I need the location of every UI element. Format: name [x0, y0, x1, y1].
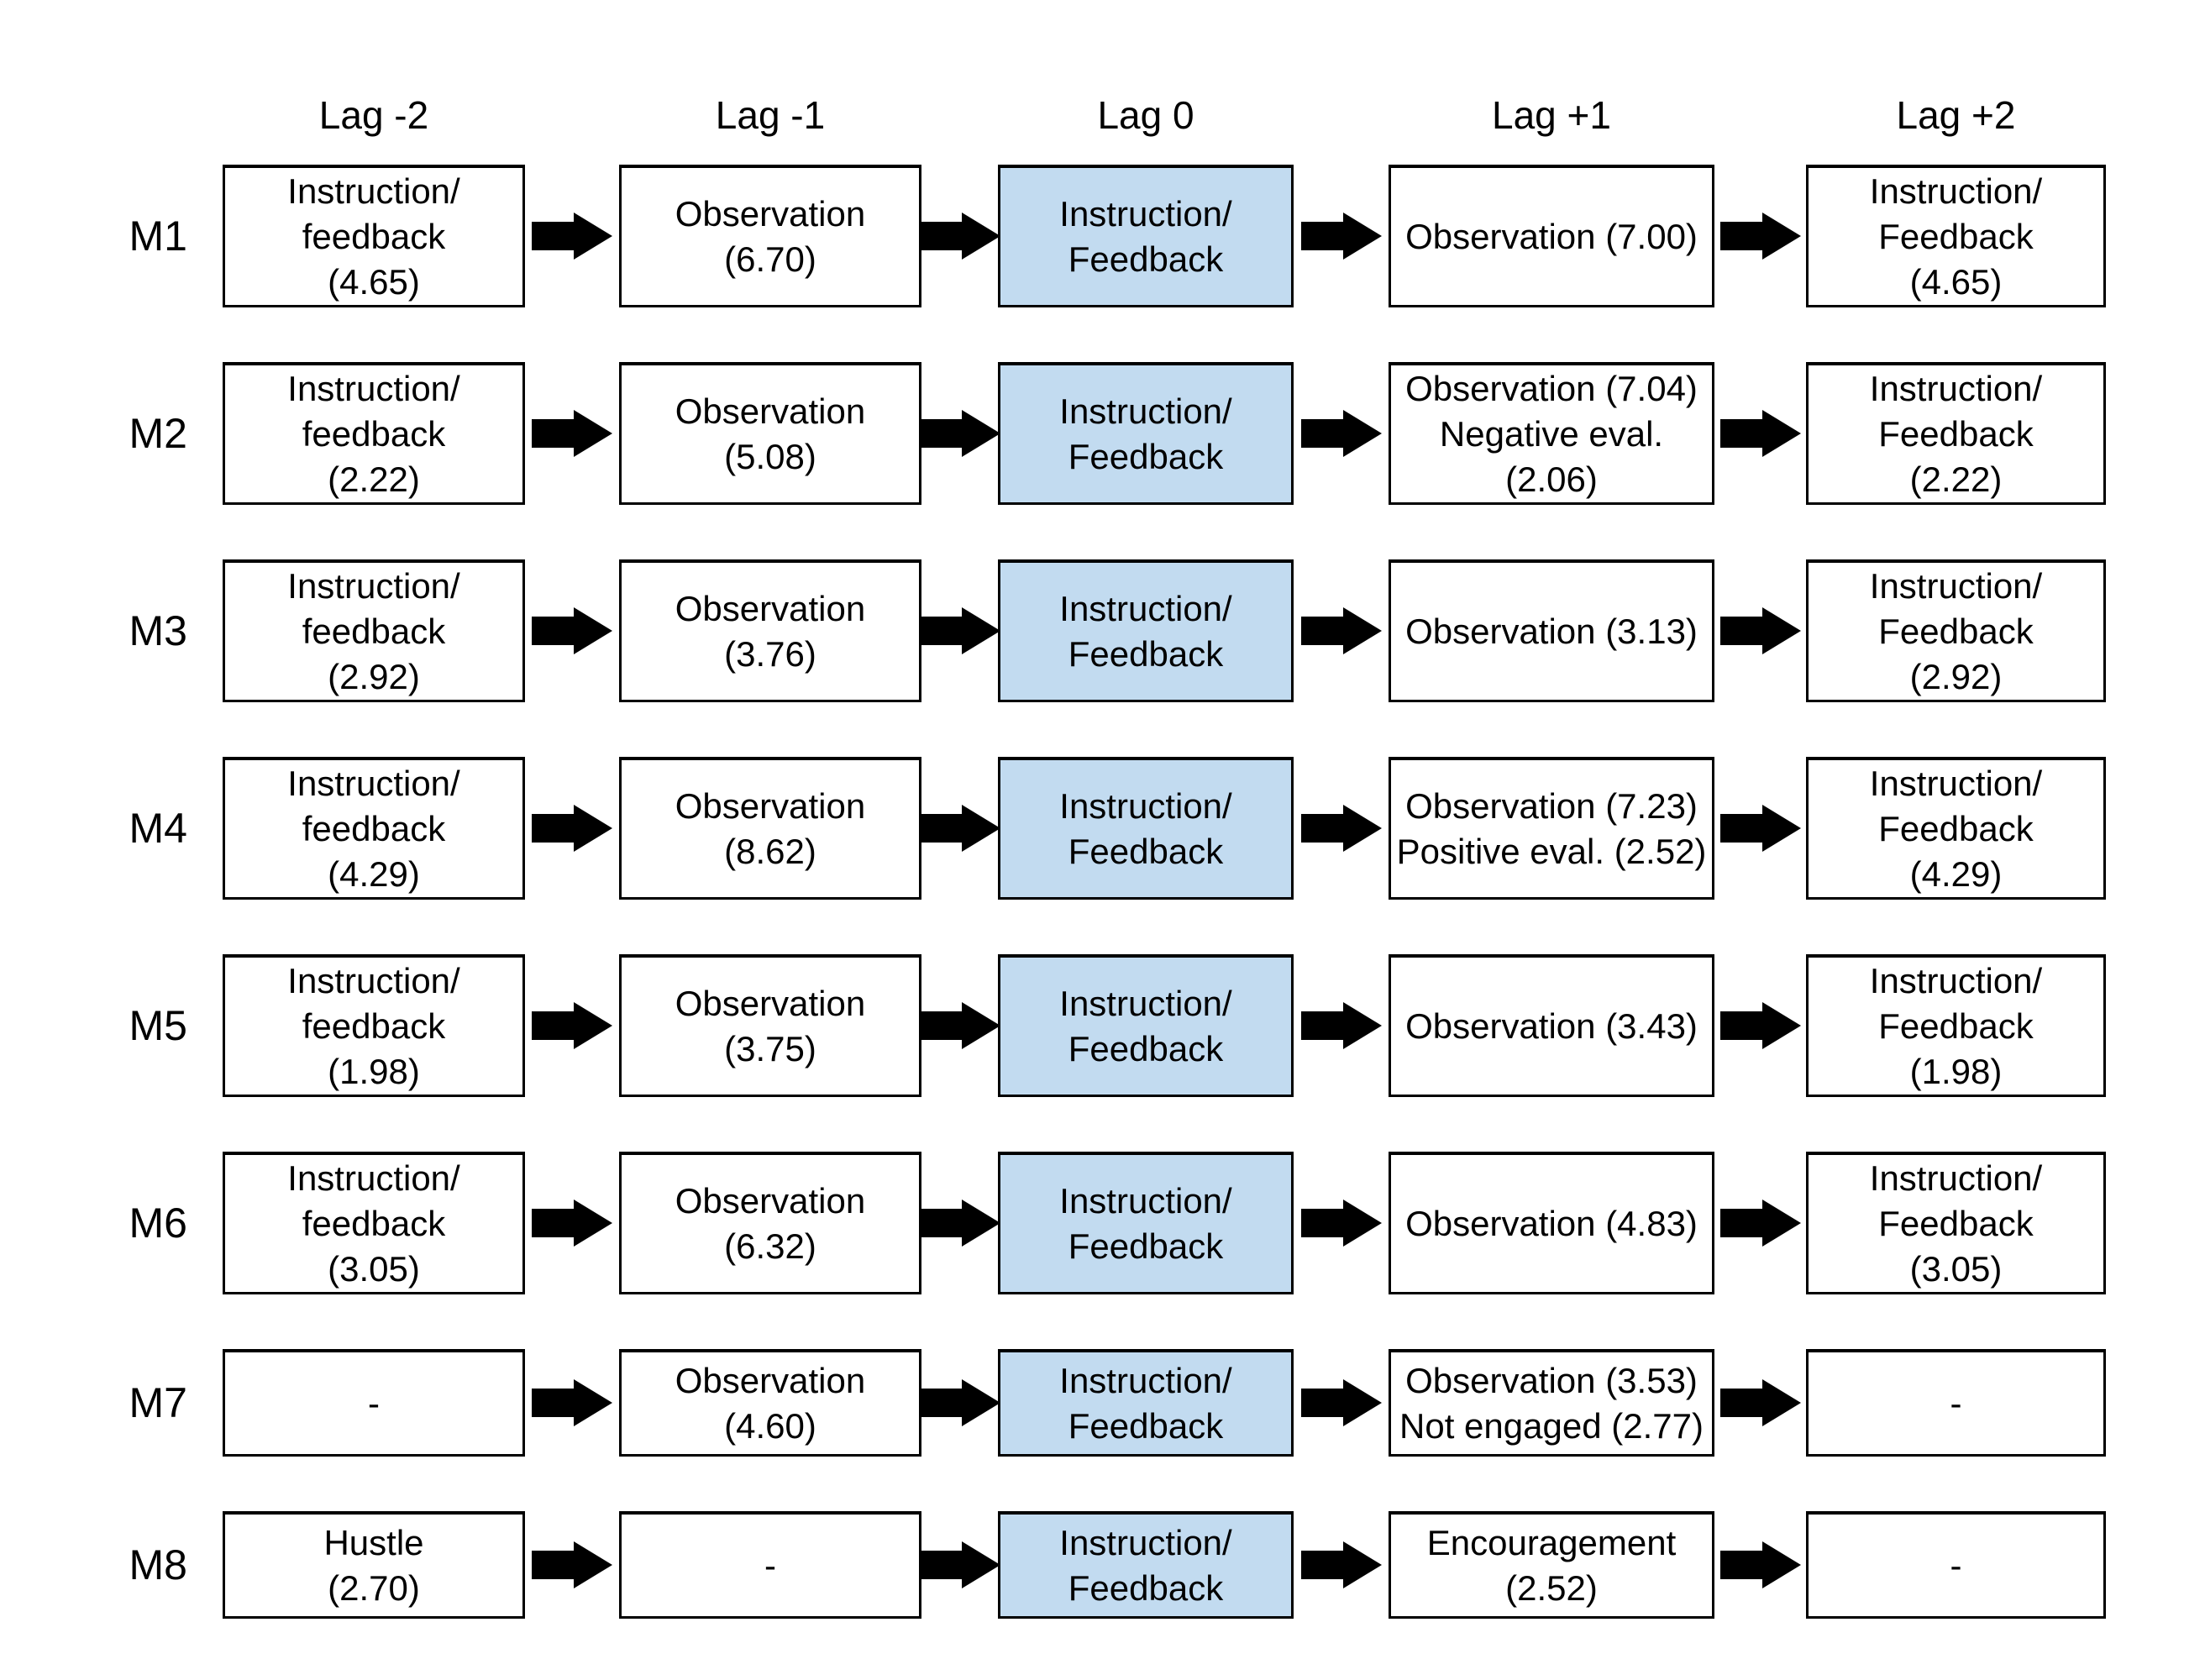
box-line: Positive eval. (2.52): [1396, 831, 1707, 871]
arrow-head: [574, 213, 612, 260]
box-line: Feedback: [1068, 239, 1224, 279]
box-line: feedback: [302, 808, 446, 848]
box-line: Instruction/: [1869, 1158, 2043, 1198]
arrow-tail: [1301, 1209, 1343, 1237]
arrow-head: [962, 213, 1000, 260]
box-line: Instruction/: [1059, 588, 1232, 628]
arrow-cell: [921, 757, 998, 900]
column-header-lag-minus-1: Lag -1: [715, 93, 826, 137]
arrow-tail: [532, 1011, 574, 1040]
box-line: feedback: [302, 1203, 446, 1243]
column-header-lag-plus-1: Lag +1: [1492, 93, 1611, 137]
arrow-tail: [1301, 1551, 1343, 1579]
arrow-head: [1762, 410, 1801, 457]
arrow-right-icon: [1301, 213, 1382, 260]
box-line: feedback: [302, 216, 446, 256]
arrow-head: [962, 805, 1000, 852]
arrow-right-icon: [532, 213, 612, 260]
arrow-right-icon: [1720, 410, 1801, 457]
row-label-m2: M2: [129, 410, 187, 457]
column-header-lag-0: Lag 0: [1097, 93, 1194, 137]
box-line: (3.75): [724, 1028, 816, 1068]
arrow-cell: [921, 954, 998, 1097]
step-box-m5-lag-plus-1: [1389, 954, 1714, 1097]
arrow-head: [574, 607, 612, 654]
box-line: Instruction/: [1059, 391, 1232, 431]
arrow-tail: [1301, 419, 1343, 448]
sequence-row-m8: [0, 1511, 2205, 1619]
sequence-row-m4: [0, 757, 2205, 900]
arrow-right-icon: [920, 1541, 1000, 1588]
step-box-m5-lag-plus-2: [1806, 954, 2106, 1097]
box-line: (3.76): [724, 633, 816, 674]
arrow-head: [962, 1002, 1000, 1049]
box-line: Instruction/: [1869, 368, 2043, 408]
arrow-head: [1762, 805, 1801, 852]
box-line: Instruction/: [1869, 171, 2043, 211]
arrow-head: [1343, 607, 1382, 654]
column-headers-row: [0, 94, 2205, 136]
box-line: Instruction/: [287, 171, 460, 211]
arrow-tail: [1301, 617, 1343, 645]
arrow-cell: [921, 362, 998, 505]
arrow-right-icon: [1720, 1200, 1801, 1247]
arrow-head: [1762, 213, 1801, 260]
arrow-cell: [921, 1152, 998, 1294]
step-box-m8-lag-minus-1: [619, 1511, 921, 1619]
box-line: (1.98): [1909, 1051, 2003, 1091]
row-label-m1: M1: [129, 213, 187, 260]
step-box-m6-lag-minus-1: [619, 1152, 921, 1294]
arrow-tail: [532, 419, 574, 448]
arrow-cell: [1294, 757, 1389, 900]
row-label-m6: M6: [129, 1200, 187, 1247]
box-line: (2.22): [1909, 459, 2003, 499]
box-line: Instruction/: [287, 565, 460, 606]
step-box-m1-lag-plus-2: [1806, 165, 2106, 307]
arrow-right-icon: [532, 607, 612, 654]
box-line: Observation: [675, 983, 866, 1023]
arrow-cell: [1714, 1349, 1806, 1457]
arrow-right-icon: [920, 1200, 1000, 1247]
box-line: -: [1950, 1545, 1962, 1585]
arrow-right-icon: [1301, 607, 1382, 654]
arrow-right-icon: [532, 410, 612, 457]
arrow-head: [962, 607, 1000, 654]
arrow-head: [574, 410, 612, 457]
arrow-head: [574, 805, 612, 852]
step-box-m3-lag-plus-1: [1389, 559, 1714, 702]
arrow-right-icon: [1720, 1541, 1801, 1588]
arrow-cell: [1714, 165, 1806, 307]
arrow-head: [962, 410, 1000, 457]
box-line: (6.70): [724, 239, 816, 279]
box-line: Observation (3.43): [1405, 1005, 1698, 1046]
arrow-tail: [1301, 814, 1343, 843]
arrow-head: [1343, 410, 1382, 457]
box-line: feedback: [302, 611, 446, 651]
box-line: Instruction/: [1059, 1522, 1232, 1562]
step-box-m3-lag-minus-1: [619, 559, 921, 702]
rows-container: [0, 165, 2205, 1619]
box-line: Instruction/: [1869, 763, 2043, 803]
arrow-cell: [1714, 559, 1806, 702]
step-box-m1-lag-minus-2: [223, 165, 525, 307]
sequence-row-m7: [0, 1349, 2205, 1457]
arrow-head: [1343, 1541, 1382, 1588]
arrow-tail: [532, 222, 574, 250]
arrow-right-icon: [532, 1379, 612, 1426]
box-line: Observation (3.13): [1405, 611, 1698, 651]
step-box-m7-lag-minus-2: [223, 1349, 525, 1457]
sequence-row-m1: [0, 165, 2205, 307]
box-line: Feedback: [1878, 611, 2034, 651]
arrow-right-icon: [1720, 1002, 1801, 1049]
box-line: (2.70): [328, 1567, 420, 1608]
arrow-tail: [532, 617, 574, 645]
arrow-right-icon: [1720, 213, 1801, 260]
arrow-cell: [525, 757, 619, 900]
box-line: (3.05): [328, 1248, 420, 1289]
arrow-right-icon: [532, 1541, 612, 1588]
box-line: Encouragement: [1426, 1522, 1677, 1562]
box-line: Feedback: [1068, 1405, 1224, 1446]
arrow-tail: [1720, 222, 1762, 250]
arrow-right-icon: [1720, 607, 1801, 654]
row-label-m3: M3: [129, 607, 187, 654]
box-line: Observation (7.04): [1405, 368, 1698, 408]
step-box-m8-lag-plus-1: [1389, 1511, 1714, 1619]
arrow-cell: [525, 362, 619, 505]
box-line: Feedback: [1878, 1005, 2034, 1046]
arrow-head: [1343, 1200, 1382, 1247]
arrow-head: [1343, 1379, 1382, 1426]
arrow-cell: [525, 1152, 619, 1294]
step-box-m6-lag-plus-2: [1806, 1152, 2106, 1294]
step-box-m6-lag-minus-2: [223, 1152, 525, 1294]
box-line: Observation (4.83): [1405, 1203, 1698, 1243]
arrow-head: [1762, 1379, 1801, 1426]
arrow-head: [574, 1379, 612, 1426]
step-box-m4-lag-plus-2: [1806, 757, 2106, 900]
arrow-head: [1762, 1200, 1801, 1247]
row-label-m7: M7: [129, 1379, 187, 1426]
arrow-cell: [1294, 559, 1389, 702]
box-line: Feedback: [1068, 633, 1224, 674]
arrow-cell: [525, 559, 619, 702]
box-line: Observation (7.23): [1405, 785, 1698, 826]
step-box-m4-lag-minus-2: [223, 757, 525, 900]
box-line: -: [1950, 1383, 1962, 1423]
step-box-m4-lag-0: [998, 757, 1294, 900]
arrow-cell: [1294, 362, 1389, 505]
arrow-right-icon: [1301, 1379, 1382, 1426]
box-line: Instruction/: [1059, 1180, 1232, 1221]
arrow-tail: [1720, 1551, 1762, 1579]
step-box-m5-lag-minus-2: [223, 954, 525, 1097]
box-line: (1.98): [328, 1051, 420, 1091]
step-box-m2-lag-minus-1: [619, 362, 921, 505]
box-line: Instruction/: [1869, 960, 2043, 1000]
arrow-cell: [921, 1511, 998, 1619]
arrow-tail: [532, 1551, 574, 1579]
arrow-cell: [1714, 757, 1806, 900]
arrow-cell: [1714, 1511, 1806, 1619]
step-box-m2-lag-0: [998, 362, 1294, 505]
box-line: Instruction/: [287, 763, 460, 803]
arrow-right-icon: [920, 1379, 1000, 1426]
arrow-tail: [920, 617, 962, 645]
box-line: Observation (3.53): [1405, 1360, 1698, 1400]
arrow-cell: [921, 165, 998, 307]
step-box-m7-lag-plus-2: [1806, 1349, 2106, 1457]
step-box-m2-lag-minus-2: [223, 362, 525, 505]
arrow-tail: [1720, 1011, 1762, 1040]
arrow-cell: [525, 165, 619, 307]
box-line: Hustle: [323, 1522, 424, 1562]
arrow-right-icon: [920, 805, 1000, 852]
step-box-m5-lag-minus-1: [619, 954, 921, 1097]
box-line: Negative eval.: [1439, 413, 1664, 454]
box-line: Instruction/: [1059, 1360, 1232, 1400]
box-line: feedback: [302, 1005, 446, 1046]
arrow-tail: [1720, 617, 1762, 645]
box-line: feedback: [302, 413, 446, 454]
step-box-m7-lag-minus-1: [619, 1349, 921, 1457]
arrow-cell: [921, 559, 998, 702]
step-box-m7-lag-plus-1: [1389, 1349, 1714, 1457]
step-box-m8-lag-minus-2: [223, 1511, 525, 1619]
arrow-head: [1343, 213, 1382, 260]
arrow-cell: [525, 1349, 619, 1457]
box-line: (4.65): [1909, 261, 2003, 302]
arrow-cell: [1294, 165, 1389, 307]
arrow-right-icon: [1720, 805, 1801, 852]
arrow-tail: [1720, 419, 1762, 448]
arrow-cell: [1714, 1152, 1806, 1294]
arrow-tail: [920, 222, 962, 250]
box-line: Instruction/: [1059, 785, 1232, 826]
box-line: Observation: [675, 1180, 866, 1221]
box-line: Instruction/: [287, 368, 460, 408]
box-line: Observation: [675, 193, 866, 234]
box-line: (4.29): [1909, 853, 2003, 894]
box-line: Feedback: [1878, 1203, 2034, 1243]
box-line: Observation: [675, 785, 866, 826]
arrow-right-icon: [1301, 1541, 1382, 1588]
step-box-m6-lag-plus-1: [1389, 1152, 1714, 1294]
step-box-m3-lag-minus-2: [223, 559, 525, 702]
arrow-cell: [1294, 954, 1389, 1097]
column-header-lag-plus-2: Lag +2: [1896, 93, 2016, 137]
arrow-head: [1762, 1002, 1801, 1049]
arrow-head: [574, 1002, 612, 1049]
arrow-tail: [532, 1389, 574, 1417]
arrow-cell: [1294, 1349, 1389, 1457]
arrow-tail: [1720, 1389, 1762, 1417]
arrow-right-icon: [1301, 805, 1382, 852]
arrow-tail: [1720, 1209, 1762, 1237]
arrow-head: [574, 1541, 612, 1588]
arrow-tail: [532, 1209, 574, 1237]
arrow-right-icon: [532, 1002, 612, 1049]
arrow-cell: [525, 954, 619, 1097]
arrow-right-icon: [1301, 1200, 1382, 1247]
step-box-m5-lag-0: [998, 954, 1294, 1097]
box-line: (4.65): [328, 261, 420, 302]
step-box-m6-lag-0: [998, 1152, 1294, 1294]
box-line: (2.92): [328, 656, 420, 696]
arrow-tail: [1720, 814, 1762, 843]
arrow-head: [962, 1200, 1000, 1247]
arrow-tail: [920, 1551, 962, 1579]
box-line: Instruction/: [1869, 565, 2043, 606]
arrow-tail: [920, 814, 962, 843]
box-line: Feedback: [1878, 413, 2034, 454]
arrow-head: [1762, 1541, 1801, 1588]
step-box-m8-lag-plus-2: [1806, 1511, 2106, 1619]
arrow-tail: [920, 419, 962, 448]
arrow-right-icon: [1301, 410, 1382, 457]
arrow-right-icon: [920, 410, 1000, 457]
box-line: Observation: [675, 391, 866, 431]
step-box-m4-lag-minus-1: [619, 757, 921, 900]
box-line: Observation: [675, 588, 866, 628]
box-line: Instruction/: [287, 1158, 460, 1198]
step-box-m3-lag-plus-2: [1806, 559, 2106, 702]
step-box-m2-lag-plus-2: [1806, 362, 2106, 505]
box-line: Feedback: [1878, 216, 2034, 256]
box-line: (4.60): [724, 1405, 816, 1446]
arrow-head: [574, 1200, 612, 1247]
box-line: Feedback: [1878, 808, 2034, 848]
arrow-right-icon: [532, 1200, 612, 1247]
row-label-m4: M4: [129, 805, 187, 852]
step-box-m2-lag-plus-1: [1389, 362, 1714, 505]
arrow-cell: [1714, 954, 1806, 1097]
box-line: Observation (7.00): [1405, 216, 1698, 256]
box-line: Feedback: [1068, 1028, 1224, 1068]
arrow-right-icon: [920, 213, 1000, 260]
sequence-row-m5: [0, 954, 2205, 1097]
box-line: Instruction/: [287, 960, 460, 1000]
box-line: (2.92): [1909, 656, 2003, 696]
box-line: Not engaged (2.77): [1399, 1405, 1704, 1446]
arrow-right-icon: [1720, 1379, 1801, 1426]
arrow-cell: [525, 1511, 619, 1619]
step-box-m3-lag-0: [998, 559, 1294, 702]
arrow-tail: [532, 814, 574, 843]
arrow-tail: [1301, 1011, 1343, 1040]
sequence-row-m6: [0, 1152, 2205, 1294]
sequence-row-m3: [0, 559, 2205, 702]
box-line: Feedback: [1068, 831, 1224, 871]
step-box-m1-lag-plus-1: [1389, 165, 1714, 307]
arrow-tail: [920, 1209, 962, 1237]
box-line: (6.32): [724, 1226, 816, 1266]
arrow-tail: [920, 1389, 962, 1417]
box-line: -: [764, 1545, 776, 1585]
box-line: Feedback: [1068, 436, 1224, 476]
column-header-lag-minus-2: Lag -2: [318, 93, 429, 137]
box-line: Feedback: [1068, 1567, 1224, 1608]
arrow-head: [962, 1541, 1000, 1588]
arrow-right-icon: [920, 1002, 1000, 1049]
step-box-m1-lag-0: [998, 165, 1294, 307]
arrow-cell: [1294, 1152, 1389, 1294]
arrow-cell: [1294, 1511, 1389, 1619]
box-line: Instruction/: [1059, 193, 1232, 234]
step-box-m7-lag-0: [998, 1349, 1294, 1457]
arrow-head: [1343, 1002, 1382, 1049]
box-line: (3.05): [1909, 1248, 2003, 1289]
box-line: (5.08): [724, 436, 816, 476]
box-line: (2.52): [1505, 1567, 1598, 1608]
arrow-cell: [1714, 362, 1806, 505]
box-line: (2.22): [328, 459, 420, 499]
box-line: (8.62): [724, 831, 816, 871]
sequence-row-m2: [0, 362, 2205, 505]
step-box-m8-lag-0: [998, 1511, 1294, 1619]
arrow-right-icon: [532, 805, 612, 852]
arrow-head: [1762, 607, 1801, 654]
arrow-tail: [1301, 1389, 1343, 1417]
box-line: (2.06): [1505, 459, 1598, 499]
row-label-m5: M5: [129, 1002, 187, 1049]
arrow-right-icon: [1301, 1002, 1382, 1049]
step-box-m4-lag-plus-1: [1389, 757, 1714, 900]
arrow-head: [962, 1379, 1000, 1426]
row-label-m8: M8: [129, 1541, 187, 1588]
arrow-cell: [921, 1349, 998, 1457]
box-line: Observation: [675, 1360, 866, 1400]
box-line: (4.29): [328, 853, 420, 894]
arrow-tail: [920, 1011, 962, 1040]
box-line: Instruction/: [1059, 983, 1232, 1023]
step-box-m1-lag-minus-1: [619, 165, 921, 307]
box-line: -: [368, 1383, 380, 1423]
arrow-right-icon: [920, 607, 1000, 654]
arrow-head: [1343, 805, 1382, 852]
arrow-tail: [1301, 222, 1343, 250]
box-line: Feedback: [1068, 1226, 1224, 1266]
